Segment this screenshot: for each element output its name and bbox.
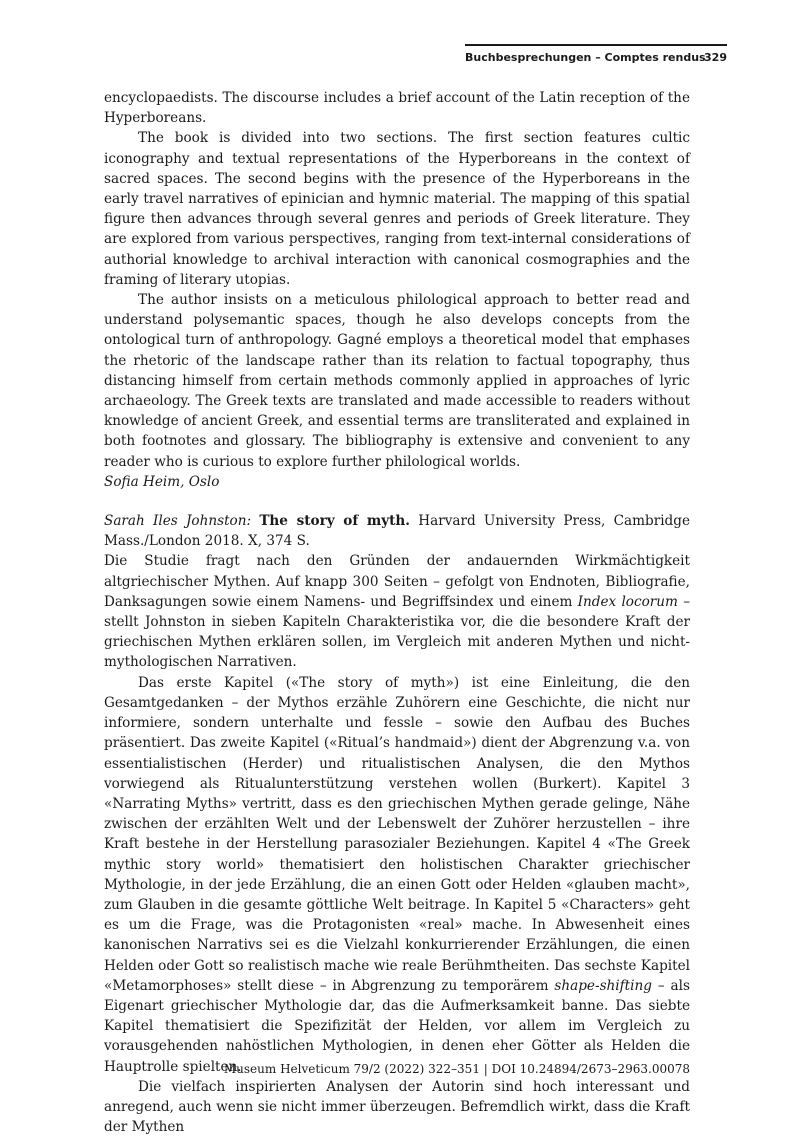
journal-footer: Museum Helveticum 79/2 (2022) 322–351 | DOI 10.24894/2673–2963.00078 — [223, 1062, 690, 1076]
review1-paragraph-2: The book is divided into two sections. The first section features cultic iconography and textual representations of the Hyperboreans in the context of sacred spaces. The second begins with the presence of the Hyperboreans in the early travel narratives of epinician and hymnic material. The mapping of this spatial figure then advances through several genres and periods of Greek literature. They are explored from various perspectives, ranging from text-internal considerations of authorial knowledge to archival interaction with canonical cosmographies and the framing of literary utopias. — [104, 130, 690, 288]
review2-p2-text-b: – als Eigenart griechischer Mythologie dar, das die Aufmerksamkeit banne. Das siebte Kapitel thematisiert die Spezifizität der Helden, vor allem im Vergleich zu vorausgehenden nahöstlichen Mythologien, in denen eher Götter als Helden die Hauptrolle spielten. — [104, 977, 690, 1075]
review1-paragraph-1: encyclopaedists. The discourse includes a brief account of the Latin reception of the Hyperboreans. — [104, 90, 690, 127]
review1-paragraph-3: The author insists on a meticulous philological approach to better read and understand polysemantic spaces, though he also develops concepts from the ontological turn of anthropology. Gagné employs a theoretical model that emphases the rhetoric of the landscape rather than its relation to factual topography, thus distancing himself from certain methods commonly applied in approaches of lyric archaeology. The Greek texts are translated and made accessible to readers without knowledge of ancient Greek, and essential terms are transliterated and explained in both footnotes and glossary. The bibliography is extensive and convenient to any reader who is curious to explore further philological worlds. — [104, 292, 690, 470]
review2-paragraph-1 — [104, 551, 690, 672]
review2-p1-text-b: – stellt Johnston in sieben Kapiteln Charakteristika vor, die die besondere Kraft der griechischen Mythen erklären sollen, im Vergleich mit anderen Mythen und nicht-mythologischen Narrativen. — [104, 593, 690, 671]
page-body — [104, 88, 690, 1137]
running-title: Buchbesprechungen – Comptes rendus — [465, 51, 706, 64]
review2-publication: Harvard University Press, Cambridge Mass./London 2018. X, 374 S. — [104, 513, 690, 550]
page-number: 329 — [704, 51, 727, 64]
review2-p2-text-a: Das erste Kapitel («The story of myth») ist eine Einleitung, die den Gesamtgedanken – der Mythos erzähle Zuhörern eine Geschichte, die nicht nur informiere, sondern unterhalte und fessle – sowie den Aufbau des Buches präsentiert. Das zweite Kapitel («Ritual’s handmaid») dient der Abgrenzung v.a. von essentialistischen (Herder) und ritualistischen Analysen, die den Mythos vorwiegend als Ritualunterstützung verstehen wollen (Burkert). Kapitel 3 «Narrating Myths» vertritt, dass es den griechischen Mythen gerade gelinge, Nähe zwischen der erzählten Welt und der Lebenswelt der Zuhörer herzustellen – ihre Kraft bestehe in der Herstellung parasozialer Beziehungen. Kapitel 4 «The Greek mythic story world» thematisiert den holistischen Charakter griechischer Mythologie, in der jede Erzählung, die an einen Gott oder Helden «glauben macht», zum Glauben in die gesamte göttliche Welt beitrage. In Kapitel 5 «Characters» geht es um die Frage, was die Protagonisten «real» mache. In Abwesenheit eines kanonischen Narrativs sei es die Vielzahl konkurrierender Erzählungen, die einen Helden oder Gott so realistisch mache wie reale Berühmtheiten. Das sechste Kapitel «Metamorphoses» stellt diese – in Abgrenzung zu temporärem — [104, 674, 690, 994]
review2-book-title: The story of myth. — [259, 513, 411, 530]
shape-shifting-term: shape-shifting — [554, 977, 652, 994]
running-header — [465, 44, 727, 64]
review1-signature: Sofia Heim, Oslo — [104, 473, 220, 490]
review2-paragraph-2 — [104, 673, 690, 1077]
review2-author: Sarah Iles Johnston: — [104, 513, 252, 530]
review2-p1-text-a: Die Studie fragt nach den Gründen der andauernden Wirkmächtigkeit altgriechischer Mythen. Auf knapp 300 Seiten – gefolgt von Endnoten, Bibliografie, Danksagungen sowie einem Namens- und Begriffsindex und einem — [104, 553, 690, 610]
review2-paragraph-3: Die vielfach inspirierten Analysen der Autorin sind hoch interessant und anregend, auch wenn sie nicht immer überzeugen. Befremdlich wirkt, dass die Kraft der Mythen — [104, 1078, 690, 1136]
review2-citation — [104, 511, 690, 551]
index-locorum-term: Index locorum — [577, 593, 678, 610]
